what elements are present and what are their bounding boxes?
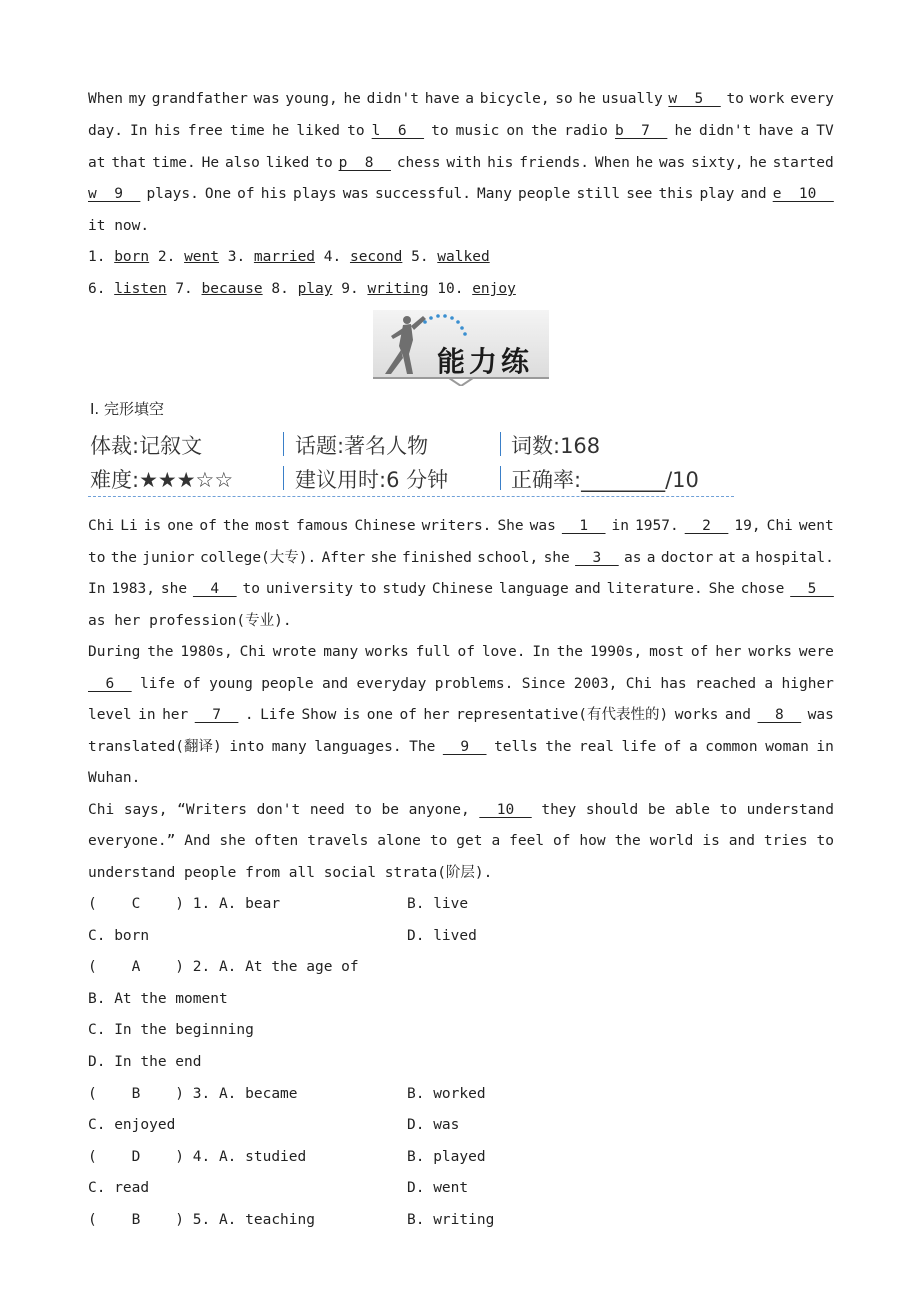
word: to bbox=[354, 802, 372, 818]
word: the bbox=[545, 739, 572, 755]
word: as bbox=[624, 550, 642, 566]
answer-word: writing bbox=[367, 281, 429, 297]
word: how bbox=[579, 833, 606, 849]
word: on bbox=[506, 123, 524, 139]
word: her bbox=[423, 707, 450, 723]
word: get bbox=[456, 833, 483, 849]
separator bbox=[500, 466, 501, 490]
word: be bbox=[381, 802, 399, 818]
word: is bbox=[342, 707, 361, 723]
option-3d: D. was bbox=[407, 1117, 460, 1133]
option-4b: B. played bbox=[407, 1149, 486, 1165]
word: He bbox=[201, 155, 220, 171]
fill-blank: w 9 bbox=[88, 186, 141, 202]
word: were bbox=[798, 644, 834, 660]
word: this bbox=[658, 186, 694, 202]
word: liked bbox=[265, 155, 310, 171]
passage1-line-3 bbox=[88, 153, 834, 173]
word: be bbox=[647, 802, 666, 818]
word: grandfather bbox=[151, 91, 248, 107]
passage2-line-9: Wuhan. bbox=[88, 770, 141, 786]
word: Chi bbox=[239, 644, 266, 660]
word: started bbox=[772, 155, 834, 171]
word: is bbox=[702, 833, 720, 849]
accuracy-blank: ________ bbox=[581, 468, 666, 492]
word: the bbox=[147, 644, 174, 660]
word: hospital. bbox=[755, 550, 834, 566]
answer-number: 9. bbox=[341, 281, 368, 297]
word: In bbox=[88, 581, 106, 597]
word: life bbox=[621, 739, 657, 755]
word: During bbox=[88, 644, 141, 660]
word: works bbox=[748, 644, 793, 660]
word: the bbox=[614, 833, 641, 849]
word: liked bbox=[296, 123, 341, 139]
word: 2003, bbox=[573, 676, 618, 692]
word: everyday bbox=[356, 676, 427, 692]
word: is bbox=[143, 518, 162, 534]
fill-blank: 8 bbox=[757, 707, 802, 723]
time-label: 建议用时:6 分钟 bbox=[295, 468, 449, 492]
word: world bbox=[649, 833, 694, 849]
word: works bbox=[674, 707, 719, 723]
fill-blank: p 8 bbox=[338, 155, 391, 171]
fill-blank: 4 bbox=[192, 581, 237, 597]
fill-blank: 3 bbox=[575, 550, 619, 566]
option-1b: B. live bbox=[407, 896, 469, 912]
word: still bbox=[576, 186, 621, 202]
word: the bbox=[110, 550, 137, 566]
passage1-line-4 bbox=[88, 184, 834, 204]
answer-word: because bbox=[201, 281, 263, 297]
banner-title: 能力练 bbox=[437, 345, 534, 378]
section-title: Ⅰ. 完形填空 bbox=[90, 400, 164, 418]
word: 1957. bbox=[635, 518, 679, 534]
fill-blank: b 7 bbox=[614, 123, 668, 139]
word: play bbox=[699, 186, 735, 202]
word: didn't bbox=[366, 91, 419, 107]
word: that bbox=[111, 155, 147, 171]
word: she bbox=[370, 550, 397, 566]
word: doctor bbox=[660, 550, 714, 566]
answer-word: play bbox=[297, 281, 333, 297]
word: music bbox=[455, 123, 500, 139]
word: language bbox=[498, 581, 569, 597]
passage2-line-12: understand people from all social strata(阶层). bbox=[88, 865, 493, 881]
separator bbox=[283, 432, 284, 456]
answer-number: 4. bbox=[323, 249, 350, 265]
word: After bbox=[321, 550, 366, 566]
fill-blank: 6 bbox=[88, 676, 132, 692]
word: was bbox=[253, 91, 280, 107]
fill-blank: 1 bbox=[561, 518, 606, 534]
dashed-divider bbox=[88, 496, 734, 497]
answer-number: 2. bbox=[157, 249, 185, 265]
word: Chi bbox=[88, 518, 115, 534]
word: Life bbox=[260, 707, 295, 723]
word: feel bbox=[509, 833, 545, 849]
word: love. bbox=[481, 644, 526, 660]
word: Chi bbox=[88, 802, 115, 818]
word: of bbox=[199, 518, 217, 534]
word: common bbox=[705, 739, 758, 755]
word: chess bbox=[396, 155, 441, 171]
word: of bbox=[690, 644, 709, 660]
question-5: ( B ) 5. A. teaching bbox=[88, 1212, 315, 1228]
word: of bbox=[183, 676, 201, 692]
word: able bbox=[675, 802, 710, 818]
question-4: ( D ) 4. A. studied bbox=[88, 1149, 307, 1165]
answer-word: married bbox=[253, 249, 316, 265]
word: languages. bbox=[314, 739, 402, 755]
word: the bbox=[222, 518, 250, 534]
word: to bbox=[431, 123, 449, 139]
word: need bbox=[309, 802, 345, 818]
accuracy-label: 正确率: bbox=[511, 468, 582, 492]
word: to bbox=[88, 550, 106, 566]
word: anyone, bbox=[408, 802, 470, 818]
word: of bbox=[553, 833, 571, 849]
word: One bbox=[204, 186, 232, 202]
word: to bbox=[242, 581, 260, 597]
word: reached bbox=[694, 676, 757, 692]
question-1: ( C ) 1. A. bear bbox=[88, 896, 281, 912]
word: alone bbox=[377, 833, 421, 849]
passage1-line-5: it now. bbox=[88, 218, 150, 234]
word: She bbox=[497, 518, 524, 534]
word: works bbox=[365, 644, 409, 660]
word: the bbox=[530, 123, 558, 139]
word: tries bbox=[763, 833, 808, 849]
passage2-line-3 bbox=[88, 579, 834, 599]
word: in bbox=[816, 739, 834, 755]
fill-blank: l 6 bbox=[371, 123, 425, 139]
word: bicycle, bbox=[479, 91, 550, 107]
passage2-line-5 bbox=[88, 642, 834, 662]
word: plays. bbox=[146, 186, 199, 202]
word: and bbox=[724, 707, 752, 723]
answer-word: listen bbox=[114, 281, 167, 297]
word: to bbox=[816, 833, 834, 849]
word: have bbox=[758, 123, 794, 139]
answer-number: 3. bbox=[227, 249, 254, 265]
word: and bbox=[574, 581, 601, 597]
word: her bbox=[162, 707, 189, 723]
word: writers. bbox=[421, 518, 492, 534]
word: usually bbox=[601, 91, 663, 107]
separator bbox=[500, 432, 501, 456]
word: time bbox=[229, 123, 265, 139]
word: young bbox=[209, 676, 253, 692]
word: tells bbox=[494, 739, 538, 755]
word: people bbox=[261, 676, 314, 692]
answer-number: 10. bbox=[437, 281, 473, 297]
option-3c: C. enjoyed bbox=[88, 1117, 176, 1133]
word: many bbox=[323, 644, 359, 660]
word: When bbox=[88, 91, 123, 107]
word: junior bbox=[142, 550, 195, 566]
word: of bbox=[663, 739, 682, 755]
word: day. bbox=[88, 123, 123, 139]
option-2b: B. At the moment bbox=[88, 991, 228, 1007]
word: and bbox=[728, 833, 755, 849]
answer-word: walked bbox=[437, 249, 490, 265]
word: famous bbox=[296, 518, 349, 534]
word: Show bbox=[301, 707, 337, 723]
passage2-line-1 bbox=[88, 516, 834, 536]
word: university bbox=[265, 581, 354, 597]
word: his bbox=[154, 123, 181, 139]
word: the bbox=[556, 644, 583, 660]
word: was bbox=[807, 707, 834, 723]
word: every bbox=[790, 91, 834, 107]
word: When bbox=[594, 155, 630, 171]
fill-blank: 10 bbox=[479, 802, 532, 818]
word: Since bbox=[521, 676, 566, 692]
section-banner bbox=[373, 310, 549, 386]
word: to bbox=[726, 91, 744, 107]
word: he bbox=[343, 91, 361, 107]
word: friends. bbox=[519, 155, 590, 171]
answer-word: born bbox=[114, 249, 150, 265]
word: in bbox=[611, 518, 630, 534]
word: at bbox=[718, 550, 736, 566]
word: The bbox=[409, 739, 436, 755]
word: plays bbox=[292, 186, 337, 202]
word: he bbox=[271, 123, 290, 139]
word: to bbox=[347, 123, 365, 139]
word: a bbox=[764, 676, 774, 692]
word: representative(有代表性的) bbox=[456, 707, 669, 723]
word: have bbox=[424, 91, 460, 107]
word: of bbox=[237, 186, 255, 202]
word: to bbox=[429, 833, 448, 849]
word: his bbox=[487, 155, 514, 171]
answer-number: 6. bbox=[88, 281, 115, 297]
option-3b: B. worked bbox=[407, 1086, 486, 1102]
option-1d: D. lived bbox=[407, 928, 477, 944]
passage2-line-4: as her profession(专业). bbox=[88, 613, 292, 629]
word: he bbox=[578, 91, 596, 107]
question-2: ( A ) 2. A. At the age of bbox=[88, 959, 359, 975]
passage2-line-2 bbox=[88, 548, 834, 568]
word: Chi bbox=[766, 518, 793, 534]
word: Many bbox=[477, 186, 512, 202]
passage2-line-10 bbox=[88, 800, 834, 820]
fill-blank: 7 bbox=[194, 707, 239, 723]
accuracy-field bbox=[511, 464, 699, 494]
word: 1983, bbox=[111, 581, 155, 597]
word: problems. bbox=[434, 676, 514, 692]
word: wrote bbox=[272, 644, 317, 660]
word: radio bbox=[564, 123, 608, 139]
word: travels bbox=[307, 833, 369, 849]
word: she bbox=[219, 833, 246, 849]
option-4c: C. read bbox=[88, 1180, 150, 1196]
word: Chinese bbox=[431, 581, 493, 597]
word: woman bbox=[765, 739, 809, 755]
word: was bbox=[342, 186, 369, 202]
word: his bbox=[260, 186, 287, 202]
word: 1980s, bbox=[180, 644, 233, 660]
word: they bbox=[541, 802, 577, 818]
fill-blank: w 5 bbox=[668, 91, 721, 107]
word: her bbox=[715, 644, 742, 660]
word: to bbox=[359, 581, 377, 597]
word: free bbox=[187, 123, 223, 139]
word: higher bbox=[781, 676, 834, 692]
word: most bbox=[649, 644, 685, 660]
option-2c: C. In the beginning bbox=[88, 1022, 254, 1038]
word: my bbox=[128, 91, 147, 107]
passage2-line-7 bbox=[88, 705, 834, 725]
word: he bbox=[749, 155, 767, 171]
word: everyone.” bbox=[88, 833, 176, 849]
option-5b: B. writing bbox=[407, 1212, 495, 1228]
word: at bbox=[88, 155, 106, 171]
word: and bbox=[321, 676, 349, 692]
fill-blank: 9 bbox=[442, 739, 487, 755]
word: school, bbox=[477, 550, 539, 566]
word: and bbox=[740, 186, 767, 202]
word: Chi bbox=[625, 676, 652, 692]
answer-number: 8. bbox=[271, 281, 298, 297]
word: a bbox=[800, 123, 810, 139]
option-1c: C. born bbox=[88, 928, 150, 944]
passage2-line-11 bbox=[88, 831, 834, 851]
word: didn't bbox=[698, 123, 752, 139]
word: she bbox=[160, 581, 188, 597]
word: finished bbox=[402, 550, 472, 566]
word: sixty, bbox=[691, 155, 744, 171]
passage1-line-1 bbox=[88, 89, 834, 109]
word-count-label: 词数:168 bbox=[511, 434, 601, 458]
difficulty-label: 难度:★★★☆☆ bbox=[90, 468, 234, 492]
genre-label: 体裁:记叙文 bbox=[90, 434, 203, 458]
word: was bbox=[529, 518, 556, 534]
fill-blank: 5 bbox=[790, 581, 834, 597]
option-4d: D. went bbox=[407, 1180, 469, 1196]
passage2-line-8 bbox=[88, 737, 834, 757]
answer-number: 1. bbox=[88, 249, 115, 265]
word: was bbox=[659, 155, 686, 171]
word: life bbox=[140, 676, 175, 692]
word: “Writers bbox=[177, 802, 247, 818]
word: a bbox=[465, 91, 475, 107]
answers-row-2 bbox=[88, 279, 834, 299]
separator bbox=[283, 466, 284, 490]
answers-row-1 bbox=[88, 247, 834, 267]
word: he bbox=[635, 155, 654, 171]
word: she bbox=[543, 550, 570, 566]
answer-word: enjoy bbox=[472, 281, 516, 297]
word: study bbox=[382, 581, 427, 597]
passage2-line-6 bbox=[88, 674, 834, 694]
word: 19, bbox=[734, 518, 761, 534]
word: translated(翻译) bbox=[88, 739, 222, 755]
word: TV bbox=[816, 123, 834, 139]
word: chose bbox=[740, 581, 785, 597]
word: successful. bbox=[374, 186, 471, 202]
topic-label: 话题:著名人物 bbox=[295, 434, 429, 458]
word: with bbox=[446, 155, 482, 171]
word: level bbox=[88, 707, 132, 723]
word: a bbox=[491, 833, 501, 849]
passage1-line-2 bbox=[88, 121, 834, 141]
word: into bbox=[229, 739, 265, 755]
word: many bbox=[271, 739, 307, 755]
word: a bbox=[646, 550, 656, 566]
answer-number: 7. bbox=[175, 281, 202, 297]
word: work bbox=[749, 91, 785, 107]
word: Chinese bbox=[354, 518, 416, 534]
word: he bbox=[674, 123, 692, 139]
word: a bbox=[741, 550, 750, 566]
word: one bbox=[167, 518, 194, 534]
word: In bbox=[532, 644, 550, 660]
word: says, bbox=[123, 802, 168, 818]
word: college(大专). bbox=[199, 550, 317, 566]
question-3: ( B ) 3. A. became bbox=[88, 1086, 298, 1102]
word: literature. bbox=[606, 581, 703, 597]
word: 1990s, bbox=[589, 644, 643, 660]
word: to bbox=[315, 155, 333, 171]
word: often bbox=[254, 833, 299, 849]
word: of bbox=[399, 707, 417, 723]
word: to bbox=[719, 802, 738, 818]
word: full bbox=[415, 644, 451, 660]
word: . bbox=[244, 707, 254, 723]
word: one bbox=[366, 707, 393, 723]
fill-blank: e 10 bbox=[772, 186, 834, 202]
word: also bbox=[224, 155, 260, 171]
word: Li bbox=[120, 518, 138, 534]
word: in bbox=[138, 707, 156, 723]
word: went bbox=[798, 518, 834, 534]
word: should bbox=[585, 802, 639, 818]
word: has bbox=[660, 676, 687, 692]
word: a bbox=[688, 739, 698, 755]
answer-word: went bbox=[184, 249, 219, 265]
word: In bbox=[130, 123, 148, 139]
word: don't bbox=[256, 802, 301, 818]
accuracy-total: /10 bbox=[665, 468, 699, 492]
word: of bbox=[457, 644, 475, 660]
word: young, bbox=[285, 91, 338, 107]
word: understand bbox=[746, 802, 834, 818]
answer-number: 5. bbox=[411, 249, 438, 265]
word: And bbox=[184, 833, 211, 849]
word: so bbox=[555, 91, 573, 107]
word: real bbox=[579, 739, 614, 755]
fill-blank: 2 bbox=[684, 518, 729, 534]
word: most bbox=[255, 518, 291, 534]
word: time. bbox=[152, 155, 196, 171]
option-2d: D. In the end bbox=[88, 1054, 202, 1070]
word: She bbox=[708, 581, 735, 597]
answer-word: second bbox=[349, 249, 403, 265]
word: see bbox=[626, 186, 653, 202]
word: people bbox=[518, 186, 571, 202]
